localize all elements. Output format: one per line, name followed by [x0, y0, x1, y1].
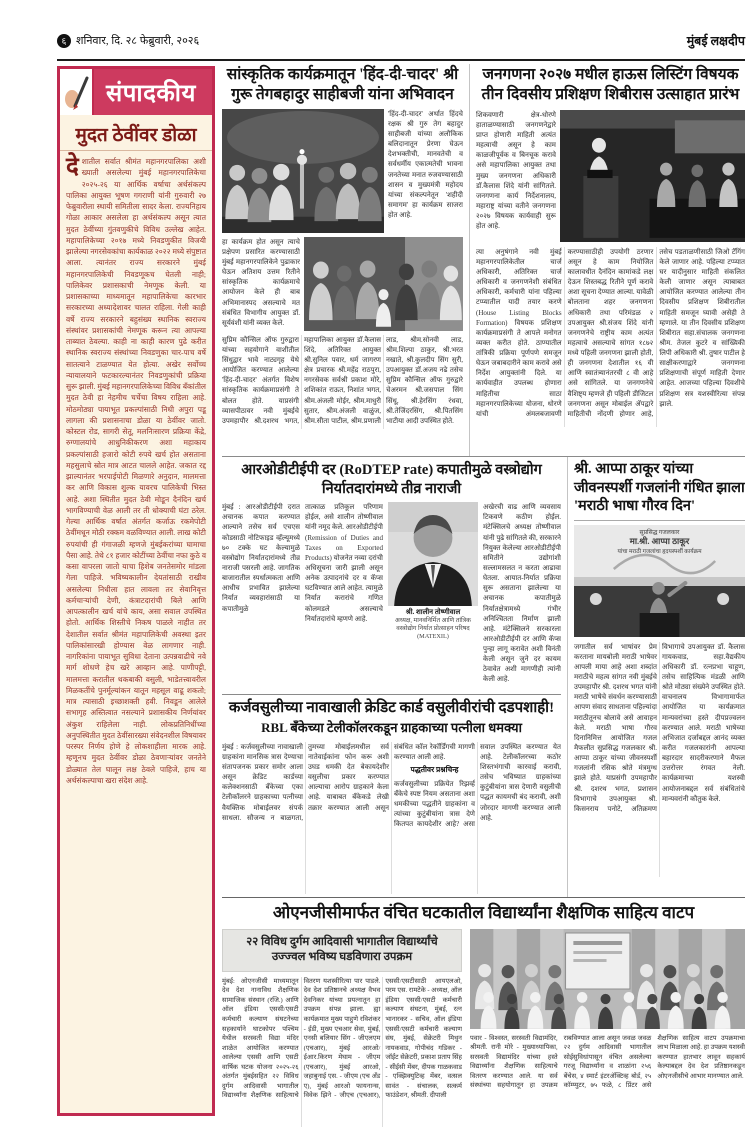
gazal-banner-line2: मा.श्री. आप्पा ठाकूर — [629, 535, 690, 546]
article-rodtep — [222, 461, 561, 688]
article-ongc-subheadline: २२ विविध दुर्गम आदिवासी भागातील विद्यार्थ्यांचे उज्ज्वल भविष्य घडविणारा उपक्रम — [222, 929, 462, 972]
portrait-caption-name: श्री. शालीन तोष्णीवाल — [405, 608, 461, 617]
editorial-pen-icon — [60, 69, 94, 115]
article-rodtep-col1: मुंबई : आरओडीटीईपी दरात अचानक कपात करण्यात आल्याने तसेच सर्व एचएस कोडसाठी नोटिफाइड व्हॅल्यूमध्ये ७० टक्के घट केल्यामुळे वस्त्रोद्योग निर्यातदारांमध्ये तीव्र नाराजी पसरली आहे. जागतिक बाजारातील स्पर्धात्मकता आणि आधीच प्रभावित झालेल्या निर्यात व्यवहारांसाठी या कपातीमुळे — [222, 503, 300, 613]
creditcard-body-part1: मुंबई : कर्जवसुलीच्या नावाखाली ग्राहकांना मानसिक त्रास देण्याचा संतापजनक प्रकार समोर आला असून क्रेडिट कार्डच्या कलेक्शनसाठी बँकेच्या एका टेलीकॉलरने ग्राहकाच्या पत्नीच्या वैयक्तिक मोबाईलवर संपर्क साधला. सौजन्य न बाळगता, तुमच्या मोबाईलमधील सर्व नातेवाईकांना फोन करू अशी उघड धमकी देत बेकायदेशीर वसुलीचा प्रकार करण्यात आल्याचा आरोप ग्राहकाने केला आहे. याबाबत बँकेकडे लेखी तक्रार करण्यात आली असून संबंधित कॉल रेकॉर्डिंगची मागणी करण्यात आली आहे. — [222, 742, 475, 822]
article-census-intro: शिकवणारी क्षेत्र-धोरणे हाताळण्यासाठी जनगणनेद्वारे प्राप्त होणारी माहिती अत्यंत महत्वाची असून हे काम काळजीपूर्वक व बिनचूक करावे असे महापालिका आयुक्त तथा मुख्य जनगणना अधिकारी डॉ.कैलास शिंदे यांनी सांगितले. जनगणना कार्य निर्देशनालय, महाराष्ट्र यांच्या वतीने जनगणना २०२७ विषयक कार्यवाही सुरू होत आहे. — [476, 110, 556, 231]
training-session-photo — [560, 110, 745, 242]
editorial-band — [60, 69, 212, 115]
date-line — [57, 33, 199, 48]
gazal-banner-line1: सुप्रसिद्ध गजलकार — [639, 529, 680, 536]
article-ongc-photo-caption: पवार - विश्वस्त, सरस्वती विद्यामंदिर, श्रीमती. रानी मोरे - मुख्याध्यापिका, सरस्वती विद्यामंदिर यांच्या हस्ते विद्यार्थ्यांना शैक्षणिक साहित्याचे वितरण करण्यात आले. या सर्व संस्थांच्या सहयोगातून हा उपक्रम राबविण्यात आला असून जवळ जवळ २२ दुर्गम आदिवासी भागातील सोईसुविधांपासून वंचित असलेल्या गरजू विद्यार्थ्यांना व शाळांना २५६ बेंचेस, ४ स्मार्ट इंटरॲक्टिव्ह बोर्ड, २५ कॉम्प्युटर, ७५ फळे, ८ प्रिंटर असे शैक्षणिक साहित्य वाटप उपक्रमाचा लाभ मिळाला आहे. हा उपक्रम यशस्वी करण्यात हातभार लावून सहकार्य केल्याबद्दल देव देश प्रतिष्ठानकडून ओएनजीसीचे आभार मानण्यात आले. — [470, 1034, 745, 1090]
article-census — [469, 64, 745, 456]
article-creditcard — [222, 694, 561, 894]
article-creditcard-body — [222, 742, 561, 894]
article-ongc-body: मुंबई: ओएनजीसी माध्यमातून देव देश नानाविध शैक्षणिक सामाजिक संस्थान (रजि.) आणि ऑल इंडिया एससी/एसटी कर्मचारी कल्याण संघटनेच्या सहकार्याने घाटकोपर पश्चिम येथील सरस्वती विद्या मंदिर शाळेत आयोजित करण्यात आलेल्या एससी आणि एसटी वार्षिक घटक योजना २०२५-२६ अंतर्गत मुंबईसहित २२ विविध दुर्गम आदिवासी भागातील विद्यार्थ्यांना शैक्षणिक साहित्याचे वितरण यशस्वीरित्या पार पाडले. देव देश प्रतिष्ठानचे अध्यक्ष वैभव देवनिकर यांच्या प्रयत्नातून हा उपक्रम संपन्न झाला. ह्या कार्यक्रमात मुख्य पाहुणे रविशंकर - ईडी, मुख्य एचआर सेवा, मुंबई, एनसी बलियार सिंग - जीएलएम (एचआर), मुंबई आरओ/ईआर.किरण मेघाम - जीएम (एचआर), मुंबई आरओ, जहाबुनाई एस. - जीएम (एच अँड ए), मुंबई आरओ फायनान्स, विवेक झिने - जीएच (एचआर), एससी/एसटीसाठी आयएलओ, परम एस. रामटेके - अध्यक्ष, ऑल इंडिया एससी/एसटी कर्मचारी कल्याण संघटना, मुंबई, रत्न भानारकर - सचिव, ऑल इंडिया एससी/एसटी कर्मचारी कल्याण संघ, मुंबई, सेक्रेटरी मिथुन नायकवाड, गोपीचंद गडिकर - जॉईंट सेक्रेटरी, प्रकाश प्रताप सिंह - सीईसी मेंबर, दीपक गाळकवाड - एक्झिक्युटिव्ह मेंबर, वत्सल सावंत - संचालक, सत्कर्म फाउंडेशन, श्रीमती. दीपाली — [222, 977, 462, 1100]
main-area — [222, 64, 745, 1146]
article-gazal-body: जगातील सर्व भाषांवर प्रेम करताना मायबोली मराठी भाषेवर आपली माया आहे अशा शब्दांत मराठीचे महत्व सांगत नवी मुंबईचे उपमहापौर श्री. दशरथ भगत यांनी मराठी भाषेचे संवर्धन करण्यासाठी आपण संवाद साधताना पहिल्यांदा मराठीतूनच बोलावे असे आवाहन केले. मराठी भाषा गौरव दिनानिमित्त आयोजित गजल मैफलीत सुप्रसिद्ध गजलकार श्री. आप्पा ठाकूर यांच्या जीवनस्पर्शी गजलांनी रसिक श्रोते मंत्रमुग्ध झाले होते. याप्रसंगी उपमहापौर श्री. दशरथ भगत, प्रशासन विभागाचे उपआयुक्त श्री. किसनराय पनोटे, अतिक्रमण विभागाचे उपआयुक्त डॉ. कैलास गायकवाड, सहा.वैद्यकीय अधिकारी डॉ. रत्नप्रभा चाहूण, तसेच साहित्यिक मंडळी आणि श्रोते मोठ्या संख्येने उपस्थित होते. वाचनालय विभागामार्फत आयोजित या कार्यक्रमात मान्यवरांच्या हस्ते दीपप्रज्वलन करण्यात आले. मराठी भाषेच्या अभिजात दर्जाबद्दल आनंद व्यक्त करीत गजलकारांनी आपल्या बहारदार सादरीकरणाने मैफल उत्तरोत्तर रंगवत नेली. कार्यक्रमाच्या यशस्वी आयोजनाबद्दल सर्व संबंधितांचे मान्यवरांनी कौतुक केले. — [574, 642, 745, 813]
portrait-caption-role: अध्यक्ष, मानवनिर्मित आणि तांत्रिक वस्त्रोद्योग निर्यात प्रोत्साहन परिषद (MATEXIL) — [395, 617, 471, 641]
page-header — [57, 32, 745, 49]
editorial-column — [57, 66, 215, 1116]
article-cultural-headline: सांस्कृतिक कार्यक्रमातून 'हिंद-दी-चादर' श्री गुरू तेगबहादुर साहीबजी यांना अभिवादन — [226, 66, 459, 103]
editorial-body — [60, 151, 212, 1091]
article-cultural-col2: हा कार्यक्रम होत असून त्याचे प्रक्षेपण प्रसारित करण्यासाठी मुंबई महानगरपालिकेने पुढाकार घेऊन अतिशय उत्तम रितीने सांस्कृतिक कार्यक्रमाचे आयोजन केले ही बाब अभिमानास्पद असल्याचे मत संबंधित विभागीय आयुक्त डॉ. सूर्यवंशी यांनी व्यक्त केले. — [222, 237, 300, 327]
gazal-banner-text — [578, 528, 741, 555]
article-rodtep-headline: आरओडीटीईपी दर (RoDTEP rate) कपातीमुळे वस्त्रोद्योग निर्यातदारांमध्ये तीव्र नाराजी — [241, 462, 542, 497]
masthead: मुंबई लक्षदीप — [686, 34, 745, 48]
article-cultural-col3: सुप्रिम कौन्सिल ऑफ गुरुद्वारा यांच्या सहयोगाने वाशीतील सिंधुद्वार भावे नाट्यगृह येथे आयोजित करण्यात आलेल्या 'हिंद-दी-चादर' अंतर्गत विशेष सांस्कृतिक कार्यक्रमाप्रसंगी ते बोलत होते. याप्रसंगी व्यासपीठावर नवी मुंबईचे उपमहापौर श्री.दशरथ भगत, महापालिका आयुक्त डॉ.कैलास शिंदे, अतिरिक्त आयुक्त श्री.सुनिल पवार, धर्म जागरण क्षेत्र प्रचारक श्री.महेंद्र राठपुरा, नगरसेवक सर्वश्री प्रकाश मोरे, शशिकांत राऊत, निशांत भगत, श्रीम.अंजली मोईर, श्रीम.माधुरी सुतार, श्रीम.अंजली वाळुंज, श्रीम.सीता पाटील, श्रीम.प्रणाली लाड, श्रीम.सोनवी लाड, श्रीम.शिल्पा ठाकुर, श्री.भरत नखाते, श्री.कुलदीप सिंग सुरी, उपआयुक्त डॉ.अजय नढे तसेच सुप्रिम कौन्सिल ऑफ गुरुद्वारे चेअरमन श्री.जसपाल सिंग सिंधू, श्री.हेरसिंग रंधवा, श्री.तेजिंदरसिंग, श्री.पितसिंग भाटीया आदी उपस्थित होते. — [222, 335, 463, 425]
creditcard-crosshead: पद्धतीवर प्रश्नचिन्ह — [410, 765, 459, 775]
editorial-label: संपादकीय — [106, 80, 196, 107]
memento-photo — [304, 237, 463, 331]
article-gazal — [574, 460, 745, 877]
gazal-banner-line3: यांचा मराठी गजलांचा हृदयस्पर्शी कार्यक्रम — [617, 548, 702, 555]
creditcard-body-part2: कर्जवसुलीच्या प्रक्रियेत रिझर्व्ह बँकेचे स्पष्ट नियम असताना अशा धमकीच्या पद्धतीने ग्राहकांना व त्यांच्या कुटुंबीयांना त्रास देणे कितपत कायदेशीर आहे? असा सवाल उपस्थित करण्यात येत आहे. टेलीकॉलरच्या कठोर शिस्तभंगाची कारवाई करावी, तसेच भविष्यात ग्राहकांच्या कुटुंबीयांना त्रास देणारी वसुलीची पद्धत कायमची बंद करावी, अशी जोरदार मागणी करण्यात आली आहे. — [394, 742, 561, 829]
article-creditcard-headline: कर्जवसुलीच्या नावाखाली क्रेडिट कार्ड वसुलीवीरांची दडपशाही! — [228, 700, 555, 717]
editorial-title: मुदत ठेवींवर डोळा — [60, 115, 212, 151]
page-number-badge: ६ — [57, 34, 71, 48]
article-rodtep-col3: अखेरची वाढ आणि व्यवसाय टिकवणे कठीण होईल. मंटेक्सिलचे अध्यक्ष तोष्णीवाल यांनी पुढे सांगितले की, सरकारने नियुक्त केलेल्या आरओडीटीईपी समितीने उद्योगांशी सल्लामसलत न करता आढावा घेतला. आयात-निर्यात प्रक्रिया सुरू असताना झालेल्या या अचानक कपातीमुळे निर्यातक्षेत्रामध्ये गंभीर अनिश्चितता निर्माण झाली आहे. मंटेक्सिलने सरकारला आरओडीटीईपी दर आणि कॅप्स पुन्हा लागू करावेत अशी विनंती केली असून जुने दर कायम ठेवावेत अशी मागणीही त्यांनी केली आहे. — [483, 503, 561, 684]
article-census-headline: जनगणना २०२७ मधील हाऊस लिस्टिंग विषयक तीन दिवसीय प्रशिक्षण शिबीरास उत्साहात प्रारंभ — [481, 66, 740, 103]
article-cultural — [222, 64, 469, 456]
date-text: शनिवार, दि. २८ फेब्रुवारी, २०२६ — [76, 35, 200, 47]
article-gazal-headline: श्री. आप्पा ठाकूर यांच्या जीवनस्पर्शी गजलांनी गंधित झाला 'मराठी भाषा गौरव दिन' — [574, 460, 745, 521]
editorial-dropcap: दे — [66, 154, 79, 180]
article-rodtep-col2: तात्काळ प्रतिकूल परिणाम होईल, असे शालीन तोष्णीवाल यांनी नमूद केले. आरओडीटीईपी (Remission of Duties and Taxes on Exported Products) योजनेत नव्या दरांची अधिसूचना जारी झाली असून अनेक उत्पादनांचे दर व कॅप्स घटविण्यात आले आहेत. त्यामुळे निर्यात करारांचे गणित कोलमडले असल्याचे निर्यातदारांचे म्हणणे आहे. — [305, 503, 383, 623]
rodtep-portrait-block — [388, 502, 478, 688]
article-census-body: त्या अनुषंगाने नवी मुंबई महानगरपालिकेतील चार्ज अधिकारी, अतिरिक्त चार्ज अधिकारी व जनगणनेशी संबंधित अधिकारी, कर्मचारी यांना पहिल्या टप्प्यातील यादी तयार करणे (House Listing Blocks Formation) विषयक प्रशिक्षण कार्यक्रमाप्रसंगी ते आपले मनोगत व्यक्त करीत होते. ठाण्यातील तांत्रिकी प्रक्रिया पूर्णपणे समजून घेऊन जबाबदारीने काम करावे असे निर्देश आयुक्तांनी दिले. या कार्यवाहीत उपलब्ध होणारा माहितीचा साठा महानगरपालिकेच्या योजना, धोरणे यांची अंमलबजावणी करण्यासाठीही उपयोगी ठरणार असून हे काम नियोजित कालावधीत दैनंदिन कामांकडे लक्ष देऊन शिस्तबद्ध रितीने पूर्ण करावे अशा सूचना देण्यात आल्या. यावेळी बोलताना शहर जनगणना अधिकारी तथा परिमंडळ २ उपआयुक्त श्री.संजय शिंदे यांनी जनगणनेचे राष्ट्रीय काम अत्यंत महत्वाचे असल्याचे सांगत १८७२ मध्ये पहिली जनगणना झाली होती, ही जनगणना देशातील १६ वी आणि स्वातंत्र्यानंतरची ८ वी आहे असे सांगितले. या जनगणनेचे वैशिष्ट्य म्हणजे ही पहिली डीजिटल जनगणना असून मोबाईल ॲपद्वारे माहितीची नोंदणी होणार आहे, तसेच पडताळणीसाठी जिओ टॅगिंग केले जाणार आहे. पहिल्या टप्प्यात घर यादीनुसार माहिती संकलित केली जाणार असून त्याबाबत आयोजित करण्यात आलेल्या तीन दिवसीय प्रशिक्षण शिबीरातील माहिती समजून घ्यावी असेही ते म्हणाले. या तीन दिवसीय प्रशिक्षण शिबीरात सहा.संचालक जनगणना श्रीम. तेजल कुटरे व सांख्यिकी लिपी अधिकारी श्री. तुषार पाटील हे साक्षीकरणाद्वारे जनगणना प्रशिक्षणाची संपूर्ण माहिती देणार आहेत. आजच्या पहिल्या दिवशीचे प्रशिक्षण सत्र यशस्वीरित्या संपन्न झाले. — [476, 247, 745, 418]
lamp-lighting-photo — [222, 109, 384, 233]
gazal-event-photo — [574, 525, 745, 637]
section-top — [222, 64, 745, 457]
editorial-body-text: शातील सर्वात श्रीमंत महानगरपालिका अशी ख्याती असलेल्या मुंबई महानगरपालिकेचा २०२५-२६ या आर्थिक वर्षाचा अर्थसंकल्प पालिका आयुक्त भूषण गगराणी यांनी गुरुवारी २७ फेब्रुवारीला स्थायी समितीला सादर केला. राज्यनिहाय गोळा आकार असलेला हा अर्थसंकल्प असून त्यात मुदत ठेवींच्या गुंतवणुकीचे विविध उल्लेख आहेत. महापालिकेच्या २०१७ मध्ये निवडणुकीत विजयी झालेल्या नगरसेवकांचा कार्यकाळ २०२२ मध्ये संपुष्टात आला. त्यानंतर राज्य सरकारने मुंबई महानगरपालिकेची निवडणूकच घेतली नाही; पालिकेवर प्रशासकाची नेमणूक केली. या प्रशासकाच्या माध्यमातून महापालिकेचा कारभार सरकारच्या अध्यादेशावर चालत राहिला. गेली काही वर्षे राज्य सरकारने बहुसंख्य स्थानिक स्वराज्य संस्थांवर प्रशासकांची नेमणूक करून त्या आपल्या ताब्यात ठेवल्या. काही ना काही कारण पुढे करीत स्थानिक स्वराज्य संस्थांच्या निवडणुका चार-पाच वर्षे सातत्याने टाळण्यात येत होत्या. अखेर सर्वोच्च न्यायालयाने फटकारल्यानंतर निवडणुकांची प्रक्रिया सुरू झाली. मुंबई महानगरपालिकेच्या विविध बँकांतील मुदत ठेवी हा नेहमीच चर्चेचा विषय राहिला आहे. मोठमोठ्या पायाभूत प्रकल्पांसाठी निधी अपुरा पडू लागला की प्रशासनाचा डोळा या ठेवींवर जातो. कोस्टल रोड, सागरी सेतू, मलनिःसारण प्रक्रिया केंद्रे, रुग्णालयांचे आधुनिकीकरण अशा महाकाय प्रकल्पांसाठी हजारो कोटी रुपये खर्च होत असताना महसुलाचे स्रोत मात्र आटत चालले आहेत. जकात रद्द झाल्यानंतर भरपाईपोटी मिळणारे अनुदान, मालमत्ता कर आणि विकास शुल्क यावरच पालिकेची भिस्त आहे. अशा स्थितीत मुदत ठेवी मोडून दैनंदिन खर्च भागविण्याची वेळ आली तर ती धोक्याची घंटा ठरेल. गेल्या आर्थिक वर्षात अंतर्गत कर्जाऊ रकमेपोटी ठेवींमधून मोठी रक्कम वळविण्यात आली. लाख कोटी रुपयांची ही गंगाजळी म्हणजे मुंबईकरांच्या घामाचा पैसा आहे. तेथे ८१ हजार कोटींच्या ठेवींचा नफा कुठे व कसा वापरला जातो याचा हिशेब जनतेसमोर मांडला गेला पाहिजे. भविष्यकालीन देयतांसाठी राखीव असलेल्या निधीला हात लावला तर सेवानिवृत्त कर्मचाऱ्यांची देणी, कंत्राटदारांची बिले आणि आपत्कालीन खर्च यांचे काय, असा सवाल उपस्थित होतो. आर्थिक शिस्तीचे निकष पाळले नाहीत तर देशातील सर्वात श्रीमंत महापालिकेची अवस्था इतर पालिकांसारखी होण्यास वेळ लागणार नाही. नागरिकांना पायाभूत सुविधा देताना उत्पन्नवाढीचे नवे मार्ग शोधणे हेच खरे आव्हान आहे. पाणीपट्टी, मालमत्ता करातील थकबाकी वसुली, भाडेतत्त्वावरील मिळकतींचे पुनर्मूल्यांकन यातून महसूल वाढू शकतो; मात्र त्यासाठी इच्छाशक्ती हवी. निवडून आलेले सभागृह अस्तित्वात नसल्याने प्रशासकीय निर्णयांवर अंकुश राहिलेला नाही. लोकप्रतिनिधींच्या अनुपस्थितीत मुदत ठेवींसारख्या संवेदनशील विषयावर परस्पर निर्णय होणे हे लोकशाहीला मारक आहे. म्हणूनच मुदत ठेवींवर डोळा ठेवणाऱ्यांवर जनतेने डोळ्यात तेल घालून लक्ष ठेवले पाहिजे, हाच या अर्थसंकल्पाचा खरा संदेश आहे. — [66, 157, 206, 785]
header-rule — [57, 59, 745, 61]
toshniwal-portrait-photo — [388, 502, 478, 606]
article-ongc — [222, 897, 745, 1146]
article-creditcard-subheadline: RBL बँकेच्या टेलीकॉलरकडून ग्राहकाच्या पत्नीला धमक्या — [261, 719, 522, 735]
section-middle — [222, 457, 745, 897]
students-group-photo — [470, 929, 745, 1029]
article-cultural-col1: 'हिंद-दी-चादर' अर्थात हिंदचे रक्षक श्री गुरु तेग बहादुर साहीबजी यांच्या अलौकिक बलिदानातून प्रेरणा घेऊन देशभक्तीची, मानवतेची व सर्वधर्मीय एकात्मतेची भावना जनतेच्या मनात रुजवण्यासाठी शासन व मुख्यमंत्री महोदय यांच्या संकल्पनेतून 'शहीदी समागम' हा कार्यक्रम साजरा होत आहे. — [388, 109, 463, 220]
article-ongc-headline: ओएनजीसीमार्फत वंचित घटकातील विद्यार्थ्यांना शैक्षणिक साहित्य वाटप — [272, 903, 695, 922]
